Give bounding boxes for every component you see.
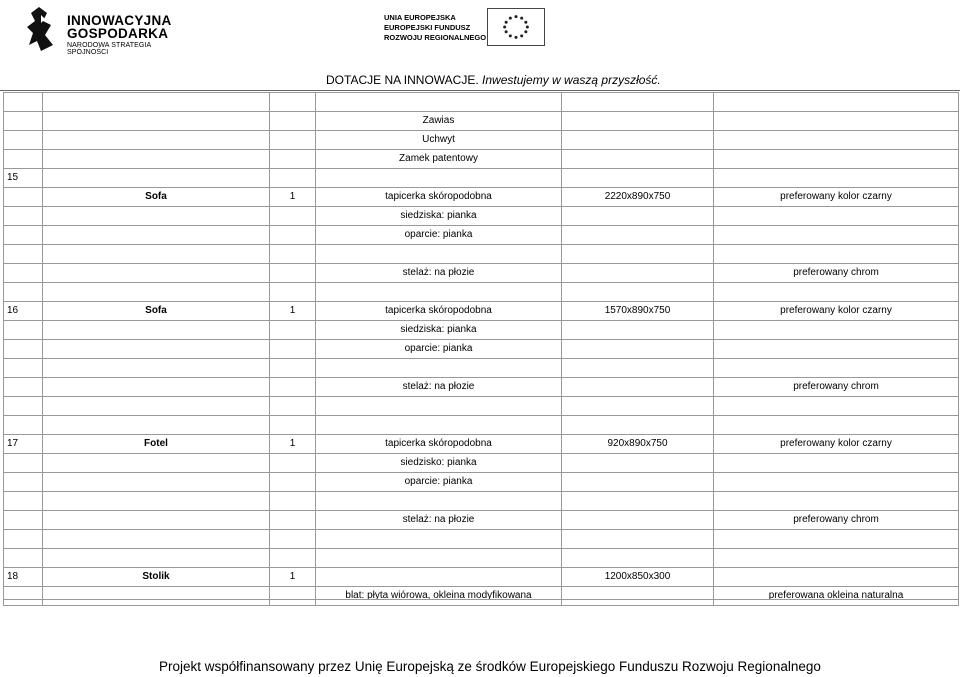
cell-name <box>43 321 270 340</box>
cell-dims: 2220x890x750 <box>562 188 714 207</box>
cell-qty <box>270 492 316 511</box>
cell-name <box>43 397 270 416</box>
cell-notes: preferowany chrom <box>714 264 959 283</box>
cell-qty <box>270 169 316 188</box>
cell-lp <box>4 188 43 207</box>
cell-notes <box>714 207 959 226</box>
cell-notes <box>714 454 959 473</box>
table-row <box>4 416 959 435</box>
header-divider <box>0 90 960 91</box>
cell-name: Sofa <box>43 188 270 207</box>
cell-qty <box>270 454 316 473</box>
table-row <box>4 492 959 511</box>
cell-notes <box>714 321 959 340</box>
cell-dims: 920x890x750 <box>562 435 714 454</box>
cell-qty <box>270 416 316 435</box>
cell-desc: stelaż: na płozie <box>316 511 562 530</box>
cell-lp <box>4 321 43 340</box>
cell-name <box>43 264 270 283</box>
eu-fund-logo <box>384 8 546 48</box>
cell-name <box>43 359 270 378</box>
table-row <box>4 397 959 416</box>
cell-desc <box>316 283 562 302</box>
cell-desc: siedzisko: pianka <box>316 454 562 473</box>
cell-qty <box>270 397 316 416</box>
table-row <box>4 169 959 188</box>
cell-name <box>43 511 270 530</box>
cell-lp <box>4 359 43 378</box>
cell-notes <box>714 473 959 492</box>
cell-lp: 16 <box>4 302 43 321</box>
cell-qty <box>270 321 316 340</box>
table-row <box>4 359 959 378</box>
cell-desc: siedziska: pianka <box>316 207 562 226</box>
cell-lp <box>4 530 43 549</box>
cell-dims <box>562 150 714 169</box>
cell-desc <box>316 397 562 416</box>
cell-dims <box>562 283 714 302</box>
furniture-spec-table <box>3 92 959 606</box>
table-row <box>4 530 959 549</box>
table-row <box>4 131 959 150</box>
cell-name <box>43 207 270 226</box>
cell-dims <box>562 530 714 549</box>
cell-notes: preferowany chrom <box>714 511 959 530</box>
cell-qty <box>270 264 316 283</box>
cell-qty <box>270 226 316 245</box>
logo-right-line1: UNIA EUROPEJSKA <box>384 13 456 22</box>
cell-lp <box>4 454 43 473</box>
cell-notes <box>714 226 959 245</box>
table-row <box>4 435 959 454</box>
cell-qty <box>270 340 316 359</box>
tagline <box>326 73 661 87</box>
cell-qty <box>270 150 316 169</box>
cell-name <box>43 549 270 568</box>
cell-dims <box>562 93 714 112</box>
table-row <box>4 207 959 226</box>
cell-notes <box>714 131 959 150</box>
table-row <box>4 568 959 587</box>
cell-dims <box>562 511 714 530</box>
cell-lp <box>4 131 43 150</box>
cell-notes <box>714 359 959 378</box>
cell-qty <box>270 131 316 150</box>
cell-name <box>43 93 270 112</box>
cell-desc: Uchwyt <box>316 131 562 150</box>
cell-dims <box>562 226 714 245</box>
cell-name <box>43 473 270 492</box>
table-row <box>4 378 959 397</box>
cell-dims <box>562 112 714 131</box>
table-row <box>4 340 959 359</box>
cell-desc <box>316 359 562 378</box>
cell-dims <box>562 473 714 492</box>
cell-notes: preferowany kolor czarny <box>714 435 959 454</box>
table-row <box>4 302 959 321</box>
cell-lp <box>4 397 43 416</box>
cell-qty <box>270 378 316 397</box>
eu-flag-icon <box>487 8 545 46</box>
cell-name: Stolik <box>43 568 270 587</box>
cell-notes <box>714 93 959 112</box>
cell-qty: 1 <box>270 188 316 207</box>
cell-name <box>43 112 270 131</box>
cell-notes: preferowany kolor czarny <box>714 302 959 321</box>
cell-lp <box>4 207 43 226</box>
cell-dims <box>562 321 714 340</box>
cell-desc <box>316 492 562 511</box>
cell-lp <box>4 492 43 511</box>
cell-notes: preferowany chrom <box>714 378 959 397</box>
cell-lp <box>4 340 43 359</box>
table-row <box>4 454 959 473</box>
cell-desc <box>316 416 562 435</box>
cell-lp <box>4 245 43 264</box>
cell-lp <box>4 93 43 112</box>
cell-qty: 1 <box>270 568 316 587</box>
cell-desc <box>316 169 562 188</box>
cell-desc: blat: płyta wiórowa, okleina modyfikowana <box>316 587 562 606</box>
cell-name <box>43 150 270 169</box>
table-row <box>4 245 959 264</box>
cell-notes: preferowana okleina naturalna <box>714 587 959 606</box>
table-row <box>4 549 959 568</box>
cell-dims <box>562 359 714 378</box>
footer-text: Projekt współfinansowany przez Unię Europejską ze środków Europejskiego Funduszu Rozwoju Regionalnego <box>159 659 821 674</box>
table-row <box>4 321 959 340</box>
cell-desc: stelaż: na płozie <box>316 378 562 397</box>
cell-dims <box>562 207 714 226</box>
cell-lp: 17 <box>4 435 43 454</box>
logo-right-line3: ROZWOJU REGIONALNEGO <box>384 33 487 42</box>
cell-notes <box>714 530 959 549</box>
cell-dims <box>562 397 714 416</box>
logo-left-line3: NARODOWA STRATEGIA SPÓJNOŚCI <box>67 42 151 56</box>
cell-desc <box>316 93 562 112</box>
cell-qty <box>270 530 316 549</box>
cell-desc: tapicerka skóropodobna <box>316 302 562 321</box>
cell-qty: 1 <box>270 435 316 454</box>
cell-desc: Zamek patentowy <box>316 150 562 169</box>
cell-name <box>43 492 270 511</box>
table-row <box>4 112 959 131</box>
tagline-plain: DOTACJE NA INNOWACJE. <box>326 73 479 87</box>
cell-lp <box>4 473 43 492</box>
logo-left-line1: INNOWACYJNA <box>67 13 172 28</box>
cell-name <box>43 340 270 359</box>
table-row <box>4 188 959 207</box>
cell-lp: 18 <box>4 568 43 587</box>
cell-qty <box>270 283 316 302</box>
cell-notes <box>714 245 959 264</box>
cell-name: Fotel <box>43 435 270 454</box>
table-body <box>4 93 959 606</box>
cell-desc <box>316 568 562 587</box>
cell-notes <box>714 169 959 188</box>
cell-name <box>43 378 270 397</box>
cell-dims: 1570x890x750 <box>562 302 714 321</box>
cell-notes <box>714 549 959 568</box>
cell-notes <box>714 112 959 131</box>
tagline-italic: Inwestujemy w waszą przyszłość. <box>482 73 661 87</box>
cell-name <box>43 587 270 606</box>
cell-dims <box>562 416 714 435</box>
cell-qty <box>270 93 316 112</box>
cell-dims <box>562 245 714 264</box>
cell-qty: 1 <box>270 302 316 321</box>
cell-dims <box>562 378 714 397</box>
cell-notes <box>714 492 959 511</box>
cell-lp <box>4 112 43 131</box>
cell-qty <box>270 511 316 530</box>
cell-notes <box>714 340 959 359</box>
cell-desc: Zawias <box>316 112 562 131</box>
cell-qty <box>270 473 316 492</box>
cell-lp <box>4 283 43 302</box>
table-row <box>4 226 959 245</box>
cell-lp <box>4 226 43 245</box>
cell-desc: siedziska: pianka <box>316 321 562 340</box>
cell-desc: tapicerka skóropodobna <box>316 435 562 454</box>
cell-lp: 15 <box>4 169 43 188</box>
table-row <box>4 150 959 169</box>
cell-desc: stelaż: na płozie <box>316 264 562 283</box>
table-row <box>4 93 959 112</box>
cell-notes <box>714 150 959 169</box>
cell-name <box>43 416 270 435</box>
cell-lp <box>4 511 43 530</box>
cell-qty <box>270 112 316 131</box>
cell-name <box>43 226 270 245</box>
table-row <box>4 511 959 530</box>
cell-lp <box>4 378 43 397</box>
cell-qty <box>270 549 316 568</box>
cell-name <box>43 454 270 473</box>
cell-lp <box>4 150 43 169</box>
innowacyjna-gospodarka-logo <box>25 5 180 55</box>
cell-lp <box>4 264 43 283</box>
cell-name <box>43 530 270 549</box>
logo-right-line2: EUROPEJSKI FUNDUSZ <box>384 23 471 32</box>
cell-notes <box>714 283 959 302</box>
cell-notes <box>714 568 959 587</box>
cell-qty <box>270 359 316 378</box>
cell-lp <box>4 549 43 568</box>
cell-name <box>43 245 270 264</box>
table-row <box>4 283 959 302</box>
table-row <box>4 473 959 492</box>
table-bottom-border <box>3 599 958 600</box>
cell-dims <box>562 454 714 473</box>
cell-desc: oparcie: pianka <box>316 340 562 359</box>
cell-qty <box>270 245 316 264</box>
cell-notes <box>714 397 959 416</box>
cell-desc <box>316 549 562 568</box>
cell-notes <box>714 416 959 435</box>
cell-name <box>43 283 270 302</box>
cell-notes: preferowany kolor czarny <box>714 188 959 207</box>
table-row <box>4 587 959 606</box>
cell-dims <box>562 340 714 359</box>
cell-dims <box>562 549 714 568</box>
cell-dims <box>562 492 714 511</box>
cell-lp <box>4 416 43 435</box>
cell-dims <box>562 169 714 188</box>
innowacyjna-gospodarka-mark-icon <box>25 5 61 53</box>
cell-desc: tapicerka skóropodobna <box>316 188 562 207</box>
cell-dims <box>562 587 714 606</box>
cell-dims: 1200x850x300 <box>562 568 714 587</box>
cell-desc: oparcie: pianka <box>316 473 562 492</box>
cell-desc <box>316 530 562 549</box>
cell-dims <box>562 264 714 283</box>
cell-desc <box>316 245 562 264</box>
cell-name <box>43 169 270 188</box>
cell-desc: oparcie: pianka <box>316 226 562 245</box>
cell-qty <box>270 587 316 606</box>
cell-name: Sofa <box>43 302 270 321</box>
cell-name <box>43 131 270 150</box>
logo-left-line2: GOSPODARKA <box>67 26 169 41</box>
cell-qty <box>270 207 316 226</box>
cell-dims <box>562 131 714 150</box>
cell-lp <box>4 587 43 606</box>
table-row <box>4 264 959 283</box>
